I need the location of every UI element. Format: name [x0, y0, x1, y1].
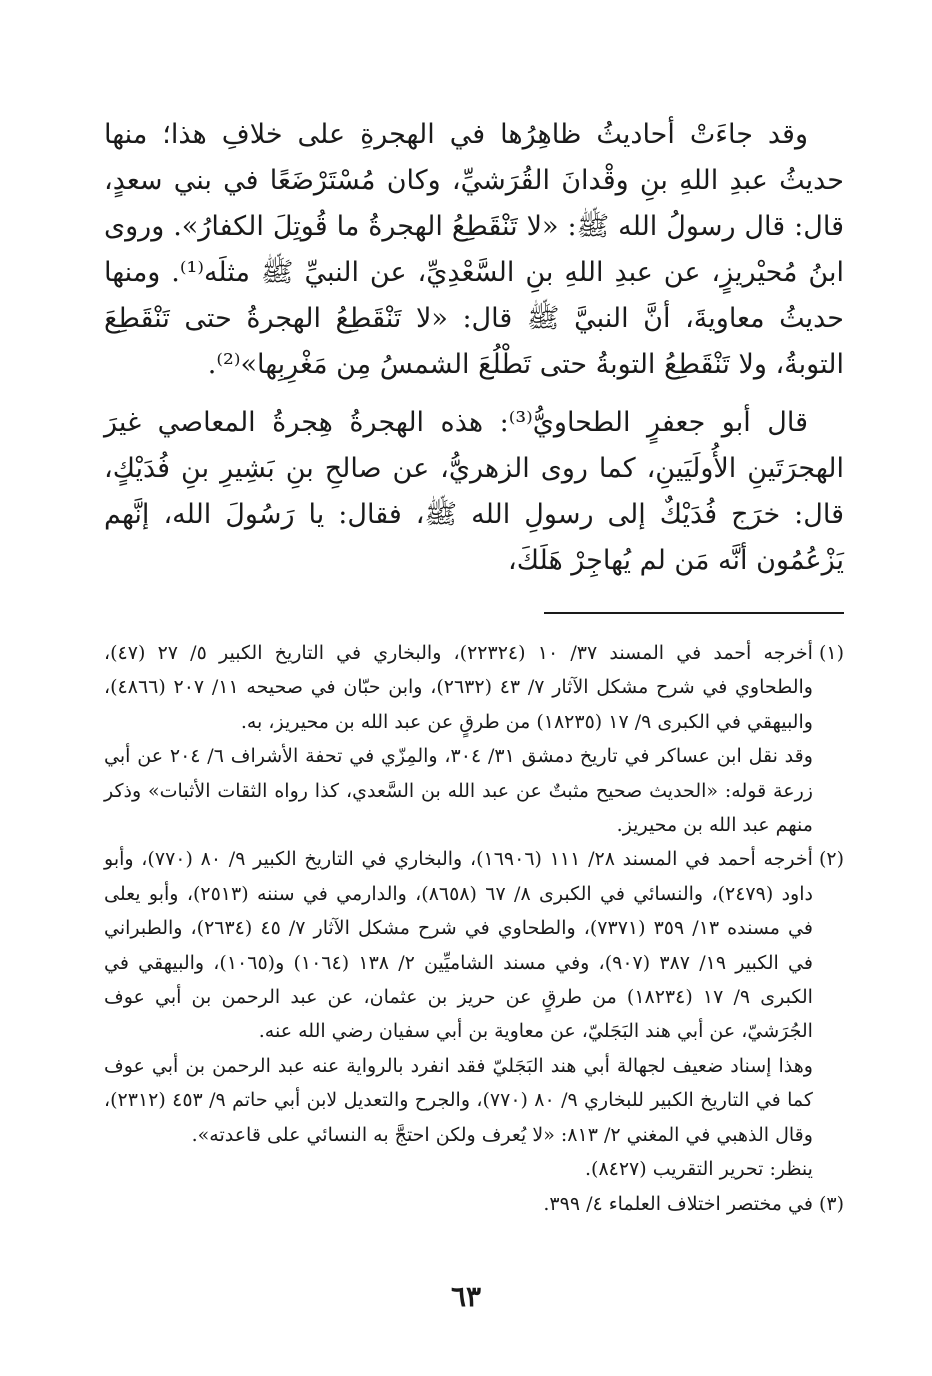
footnote-line: أخرجه أحمد في المسند ٢٨/ ١١١ (١٦٩٠٦)، والبخاري في التاريخ الكبير ٩/ ٨٠ (٧٧٠)، وأبو داود (٢٤٧٩)، والنسائي في الكبرى ٨/ ٦٧ (٨٦٥٨)، والدارمي في سننه (٢٥١٣)، وأبو يعلى في مسنده ١٣/ ٣٥٩ (٧٣٧١)، والطحاوي في شرح مشكل الآثار ٧/ ٤٥ (٢٦٣٤)، والطبراني في الكبير ١٩/ ٣٨٧ (٩٠٧)، وفي مسند الشاميِّين ٢/ ١٣٨ (١٠٦٤) و(١٠٦٥)، والبيهقي في الكبرى ٩/ ١٧ (١٨٢٣٤) من طرقٍ عن حريز بن عثمان، عن عبد الرحمن بن أبي عوف الجُرَشيّ، عن أبي هند البَجَليّ، عن معاوية بن أبي سفيان رضي الله عنه.	[104, 848, 813, 1043]
footnote-3	[104, 1187, 844, 1221]
main-paragraph-1: وقد جاءَتْ أحاديثُ ظاهِرُها في الهجرةِ على خلافِ هذا؛ منها حديثُ عبدِ اللهِ بنِ وقْدانَ القُرَشيِّ، وكان مُسْتَرْضَعًا في بني سعدٍ، قال: قال رسولُ الله ﷺ: «لا تَنْقَطِعُ الهجرةُ ما قُوتِلَ الكفارُ». وروى ابنُ مُحيْريزٍ، عن عبدِ اللهِ بنِ السَّعْدِيِّ، عن النبيِّ ﷺ مثلَه⁽¹⁾. ومنها حديثُ معاويةَ، أنَّ النبيَّ ﷺ قال: «لا تَنْقَطِعُ الهجرةُ حتى تَنْقَطِعَ التوبةُ، ولا تَنْقَطِعُ التوبةُ حتى تَطْلُعَ الشمسُ مِن مَغْرِبِها»⁽²⁾.	[104, 119, 844, 380]
footnote-body	[104, 1187, 813, 1221]
footnote-line: وهذا إسناد ضعيف لجهالة أبي هند البَجَليّ فقد انفرد بالرواية عنه عبد الرحمن بن أبي عوف كما في التاريخ الكبير للبخاري ٩/ ٨٠ (٧٧٠)، والجرح والتعديل لابن أبي حاتم ٩/ ٤٥٣ (٢٣١٢)، وقال الذهبي في المغني ٢/ ٨١٣: «لا يُعرف ولكن احتجَّ به النسائي على قاعدته».	[104, 1054, 813, 1146]
main-paragraph-2: قال أبو جعفرٍ الطحاويُّ⁽³⁾: هذه الهجرةُ هِجرةُ المعاصي غيرَ الهجرَتَينِ الأُولَيَينِ، كما روى الزهريُّ، عن صالحِ بنِ بَشِيرِ بنِ فُدَيْكٍ، قال: خرَج فُدَيْكٌ إلى رسولِ الله ﷺ، فقال: يا رَسُولَ الله، إنَّهم يَزْعُمُون أنَّه مَن لم يُهاجِرْ هَلَكَ،	[104, 407, 844, 576]
footnote-body	[104, 842, 813, 1186]
footnote-separator-wrap	[104, 596, 844, 636]
footnote-separator	[544, 612, 844, 614]
footnote-line: ينظر: تحرير التقريب (٨٤٢٧).	[584, 1158, 813, 1181]
footnote-line: وقد نقل ابن عساكر في تاريخ دمشق ٣١/ ٣٠٤، والمِزّي في تحفة الأشراف ٦/ ٢٠٤ عن أبي زرعة قوله: «الحديث صحيح مثبتٌ عن عبد الله بن السَّعدي، كذا رواه الثقات الأثبات» وذكر منهم عبد الله بن محيريز.	[104, 745, 813, 837]
footnote-2	[104, 842, 844, 1186]
footnote-body	[104, 636, 813, 842]
main-text	[104, 112, 844, 584]
footnote-line: في مختصر اختلاف العلماء ٤/ ٣٩٩.	[543, 1192, 813, 1215]
footnote-number: (٣)	[818, 1192, 844, 1215]
footnote-number: (٢)	[818, 848, 844, 871]
footnotes	[104, 636, 844, 1221]
footnote-1	[104, 636, 844, 842]
book-page	[104, 112, 844, 1376]
footnote-line: أخرجه أحمد في المسند ٣٧/ ١٠ (٢٢٣٢٤)، والبخاري في التاريخ الكبير ٥/ ٢٧ (٤٧)، والطحاوي في شرح مشكل الآثار ٧/ ٤٣ (٢٦٣٢)، وابن حبّان في صحيحه ١١/ ٢٠٧ (٤٨٦٦)، والبيهقي في الكبرى ٩/ ١٧ (١٨٢٣٥) من طرقٍ عن عبد الله بن محيريز، به.	[104, 642, 813, 733]
footnote-number: (١)	[818, 642, 844, 664]
page-number: ٦٣	[450, 1280, 482, 1313]
